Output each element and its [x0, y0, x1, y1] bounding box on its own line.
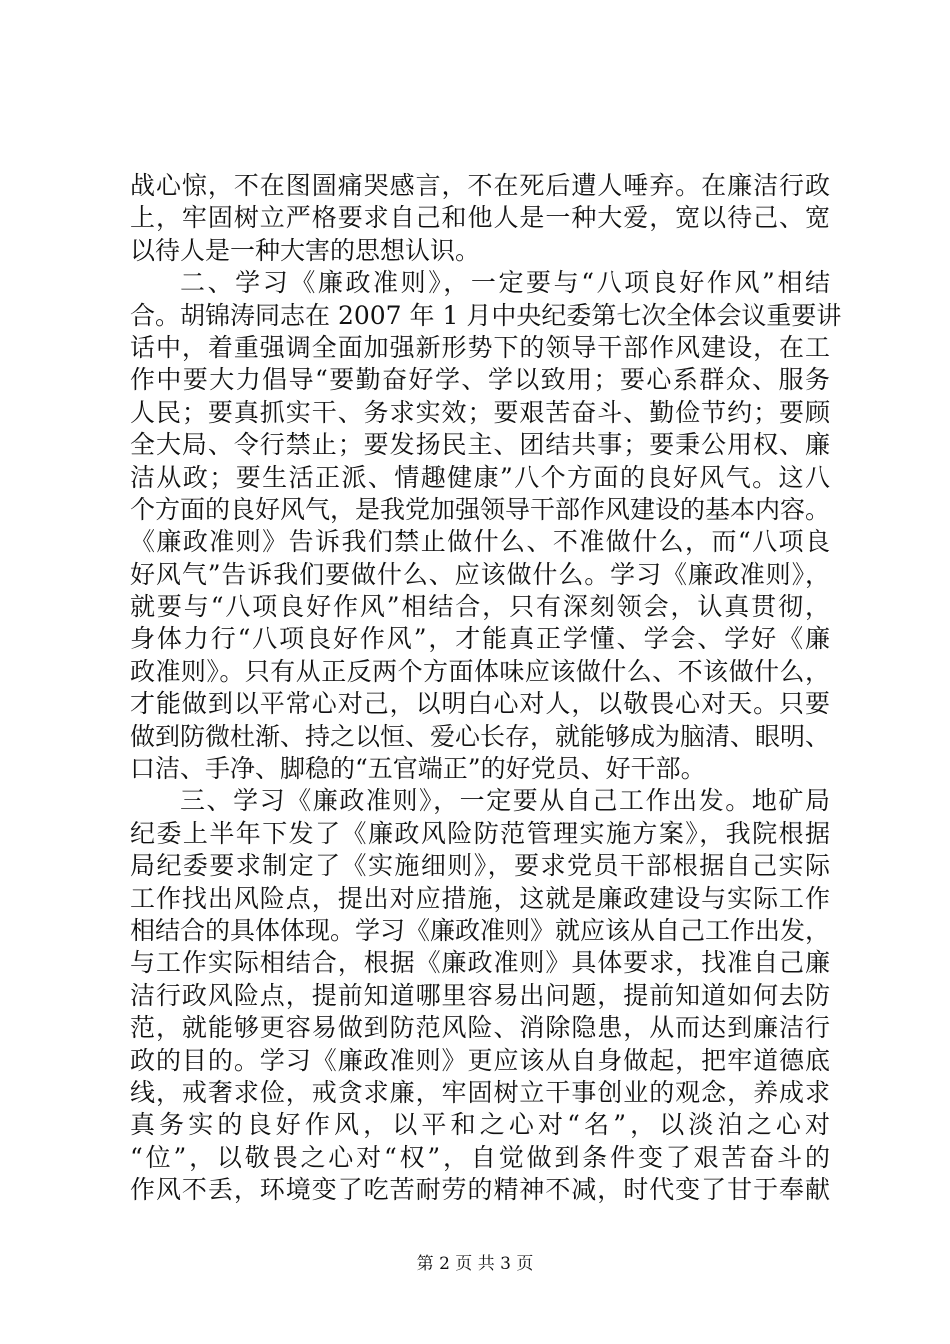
text-line: 真务实的良好作风，以平和之心对“名”，以淡泊之心对	[130, 1110, 830, 1140]
text-line: 相结合的具体体现。学习《廉政准则》就应该从自己工作出发，	[130, 915, 831, 945]
text-line: 局纪委要求制定了《实施细则》，要求党员干部根据自己实际	[130, 851, 830, 881]
text-line: 以待人是一种大害的思想认识。	[130, 235, 481, 265]
page-number-footer: 第 2 页 共 3 页	[416, 1254, 534, 1274]
text-line: 合。胡锦涛同志在 2007 年 1 月中央纪委第七次全体会议重要讲	[130, 300, 842, 330]
text-line: 全大局、令行禁止；要发扬民主、团结共事；要秉公用权、廉	[130, 430, 830, 460]
text-line: 话中，着重强调全面加强新形势下的领导干部作风建设，在工	[130, 332, 830, 362]
text-line: 身体力行“八项良好作风”，才能真正学懂、学会、学好《廉	[130, 624, 830, 654]
text-line: 做到防微杜渐、持之以恒、爱心长存，就能够成为脑清、眼明、	[130, 721, 831, 751]
text-line: 《廉政准则》告诉我们禁止做什么、不准做什么，而“八项良	[130, 527, 830, 557]
text-line: 好风气”告诉我们要做什么、应该做什么。学习《廉政准则》，	[130, 559, 830, 589]
document-body	[130, 170, 842, 1207]
text-line: 范，就能够更容易做到防范风险、消除隐患，从而达到廉洁行	[130, 1013, 830, 1043]
text-line: 战心惊，不在图圄痛哭感言，不在死后遭人唾弃。在廉洁行政	[130, 171, 830, 200]
text-line: 才能做到以平常心对己，以明白心对人，以敬畏心对天。只要	[130, 689, 830, 719]
text-line: 个方面的良好风气，是我党加强领导干部作风建设的基本内容。	[130, 494, 831, 524]
text-line: 政的目的。学习《廉政准则》更应该从自身做起，把牢道德底	[130, 1045, 830, 1075]
text-line: 作中要大力倡导“要勤奋好学、学以致用；要心系群众、服务	[130, 365, 830, 395]
text-line: 工作找出风险点，提出对应措施，这就是廉政建设与实际工作	[130, 883, 830, 913]
text-line: 纪委上半年下发了《廉政风险防范管理实施方案》，我院根据	[130, 818, 830, 848]
text-line: 就要与“八项良好作风”相结合，只有深刻领会，认真贯彻，	[130, 592, 830, 622]
text-line: 线，戒奢求俭，戒贪求廉，牢固树立干事创业的观念，养成求	[130, 1077, 830, 1107]
text-line: 政准则》。只有从正反两个方面体味应该做什么、不该做什么，	[130, 656, 830, 686]
text-line: 人民；要真抓实干、务求实效；要艰苦奋斗、勤俭节约；要顾	[130, 397, 830, 427]
text-line: 上，牢固树立严格要求自己和他人是一种大爱，宽以待己、宽	[130, 203, 830, 233]
text-line: “位”，以敬畏之心对“权”，自觉做到条件变了艰苦奋斗的	[130, 1142, 830, 1172]
text-line: 口洁、手净、脚稳的“五官端正”的好党员、好干部。	[130, 754, 706, 784]
text-line: 作风不丢，环境变了吃苦耐劳的精神不减，时代变了甘于奉献	[130, 1175, 830, 1205]
paragraph-start-line: 三、学习《廉政准则》，一定要从自己工作出发。地矿局	[180, 786, 830, 816]
text-line: 与工作实际相结合，根据《廉政准则》具体要求，找准自己廉	[130, 948, 830, 978]
text-line: 洁行政风险点，提前知道哪里容易出问题，提前知道如何去防	[130, 980, 830, 1010]
paragraph-start-line: 二、学习《廉政准则》，一定要与“八项良好作风”相结	[180, 268, 830, 298]
text-line: 洁从政；要生活正派、情趣健康”八个方面的良好风气。这八	[130, 462, 830, 492]
